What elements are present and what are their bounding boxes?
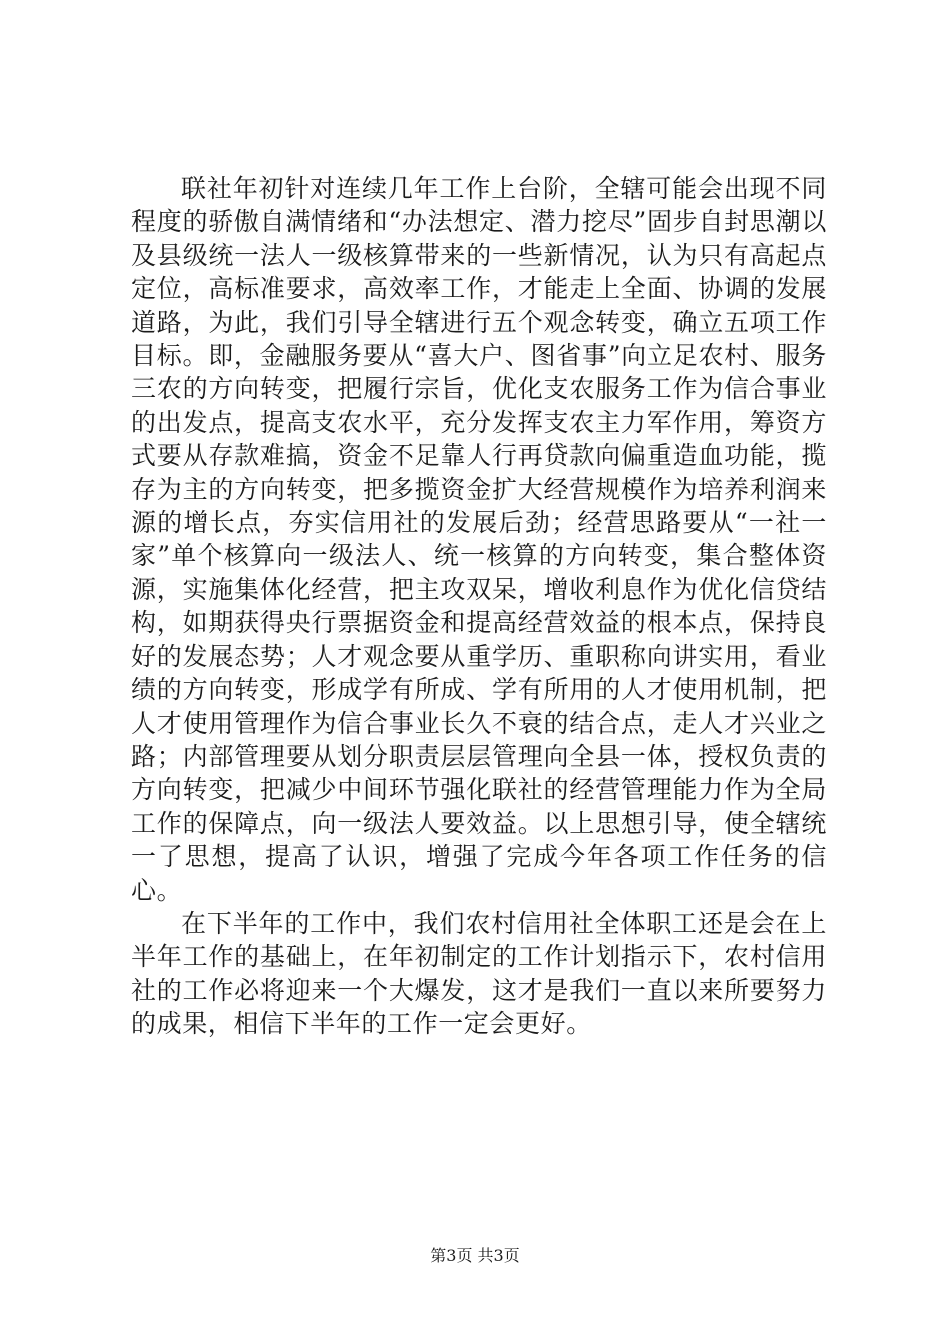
page-footer	[0, 1246, 950, 1266]
document-body	[131, 172, 827, 1041]
paragraph-1: 联社年初针对连续几年工作上台阶，全辖可能会出现不同程度的骄傲自满情绪和“办法想定、潜力挖尽”固步自封思潮以及县级统一法人一级核算带来的一些新情况，认为只有高起点定位，高标准要求，高效率工作，才能走上全面、协调的发展道路，为此，我们引导全辖进行五个观念转变，确立五项工作目标。即，金融服务要从“喜大户、图省事”向立足农村、服务三农的方向转变，把履行宗旨，优化支农服务工作为信合事业的出发点，提高支农水平，充分发挥支农主力军作用，筹资方式要从存款难搞，资金不足靠人行再贷款向偏重造血功能，揽存为主的方向转变，把多揽资金扩大经营规模作为培养利润来源的增长点，夯实信用社的发展后劲；经营思路要从“一社一家”单个核算向一级法人、统一核算的方向转变，集合整体资源，实施集体化经营，把主攻双呆，增收利息作为优化信贷结构，如期获得央行票据资金和提高经营效益的根本点，保持良好的发展态势；人才观念要从重学历、重职称向讲实用，看业绩的方向转变，形成学有所成、学有所用的人才使用机制，把人才使用管理作为信合事业长久不衰的结合点，走人才兴业之路；内部管理要从划分职责层层管理向全县一体，授权负责的方向转变，把减少中间环节强化联社的经营管理能力作为全局工作的保障点，向一级法人要效益。以上思想引导，使全辖统一了思想，提高了认识，增强了完成今年各项工作任务的信心。	[131, 174, 827, 905]
page-total: 共3页	[477, 1246, 520, 1265]
paragraph-2: 在下半年的工作中，我们农村信用社全体职工还是会在上半年工作的基础上，在年初制定的工作计划指示下，农村信用社的工作必将迎来一个大爆发，这才是我们一直以来所要努力的成果，相信下半年的工作一定会更好。	[131, 908, 827, 1039]
page-number: 第3页	[430, 1246, 473, 1265]
